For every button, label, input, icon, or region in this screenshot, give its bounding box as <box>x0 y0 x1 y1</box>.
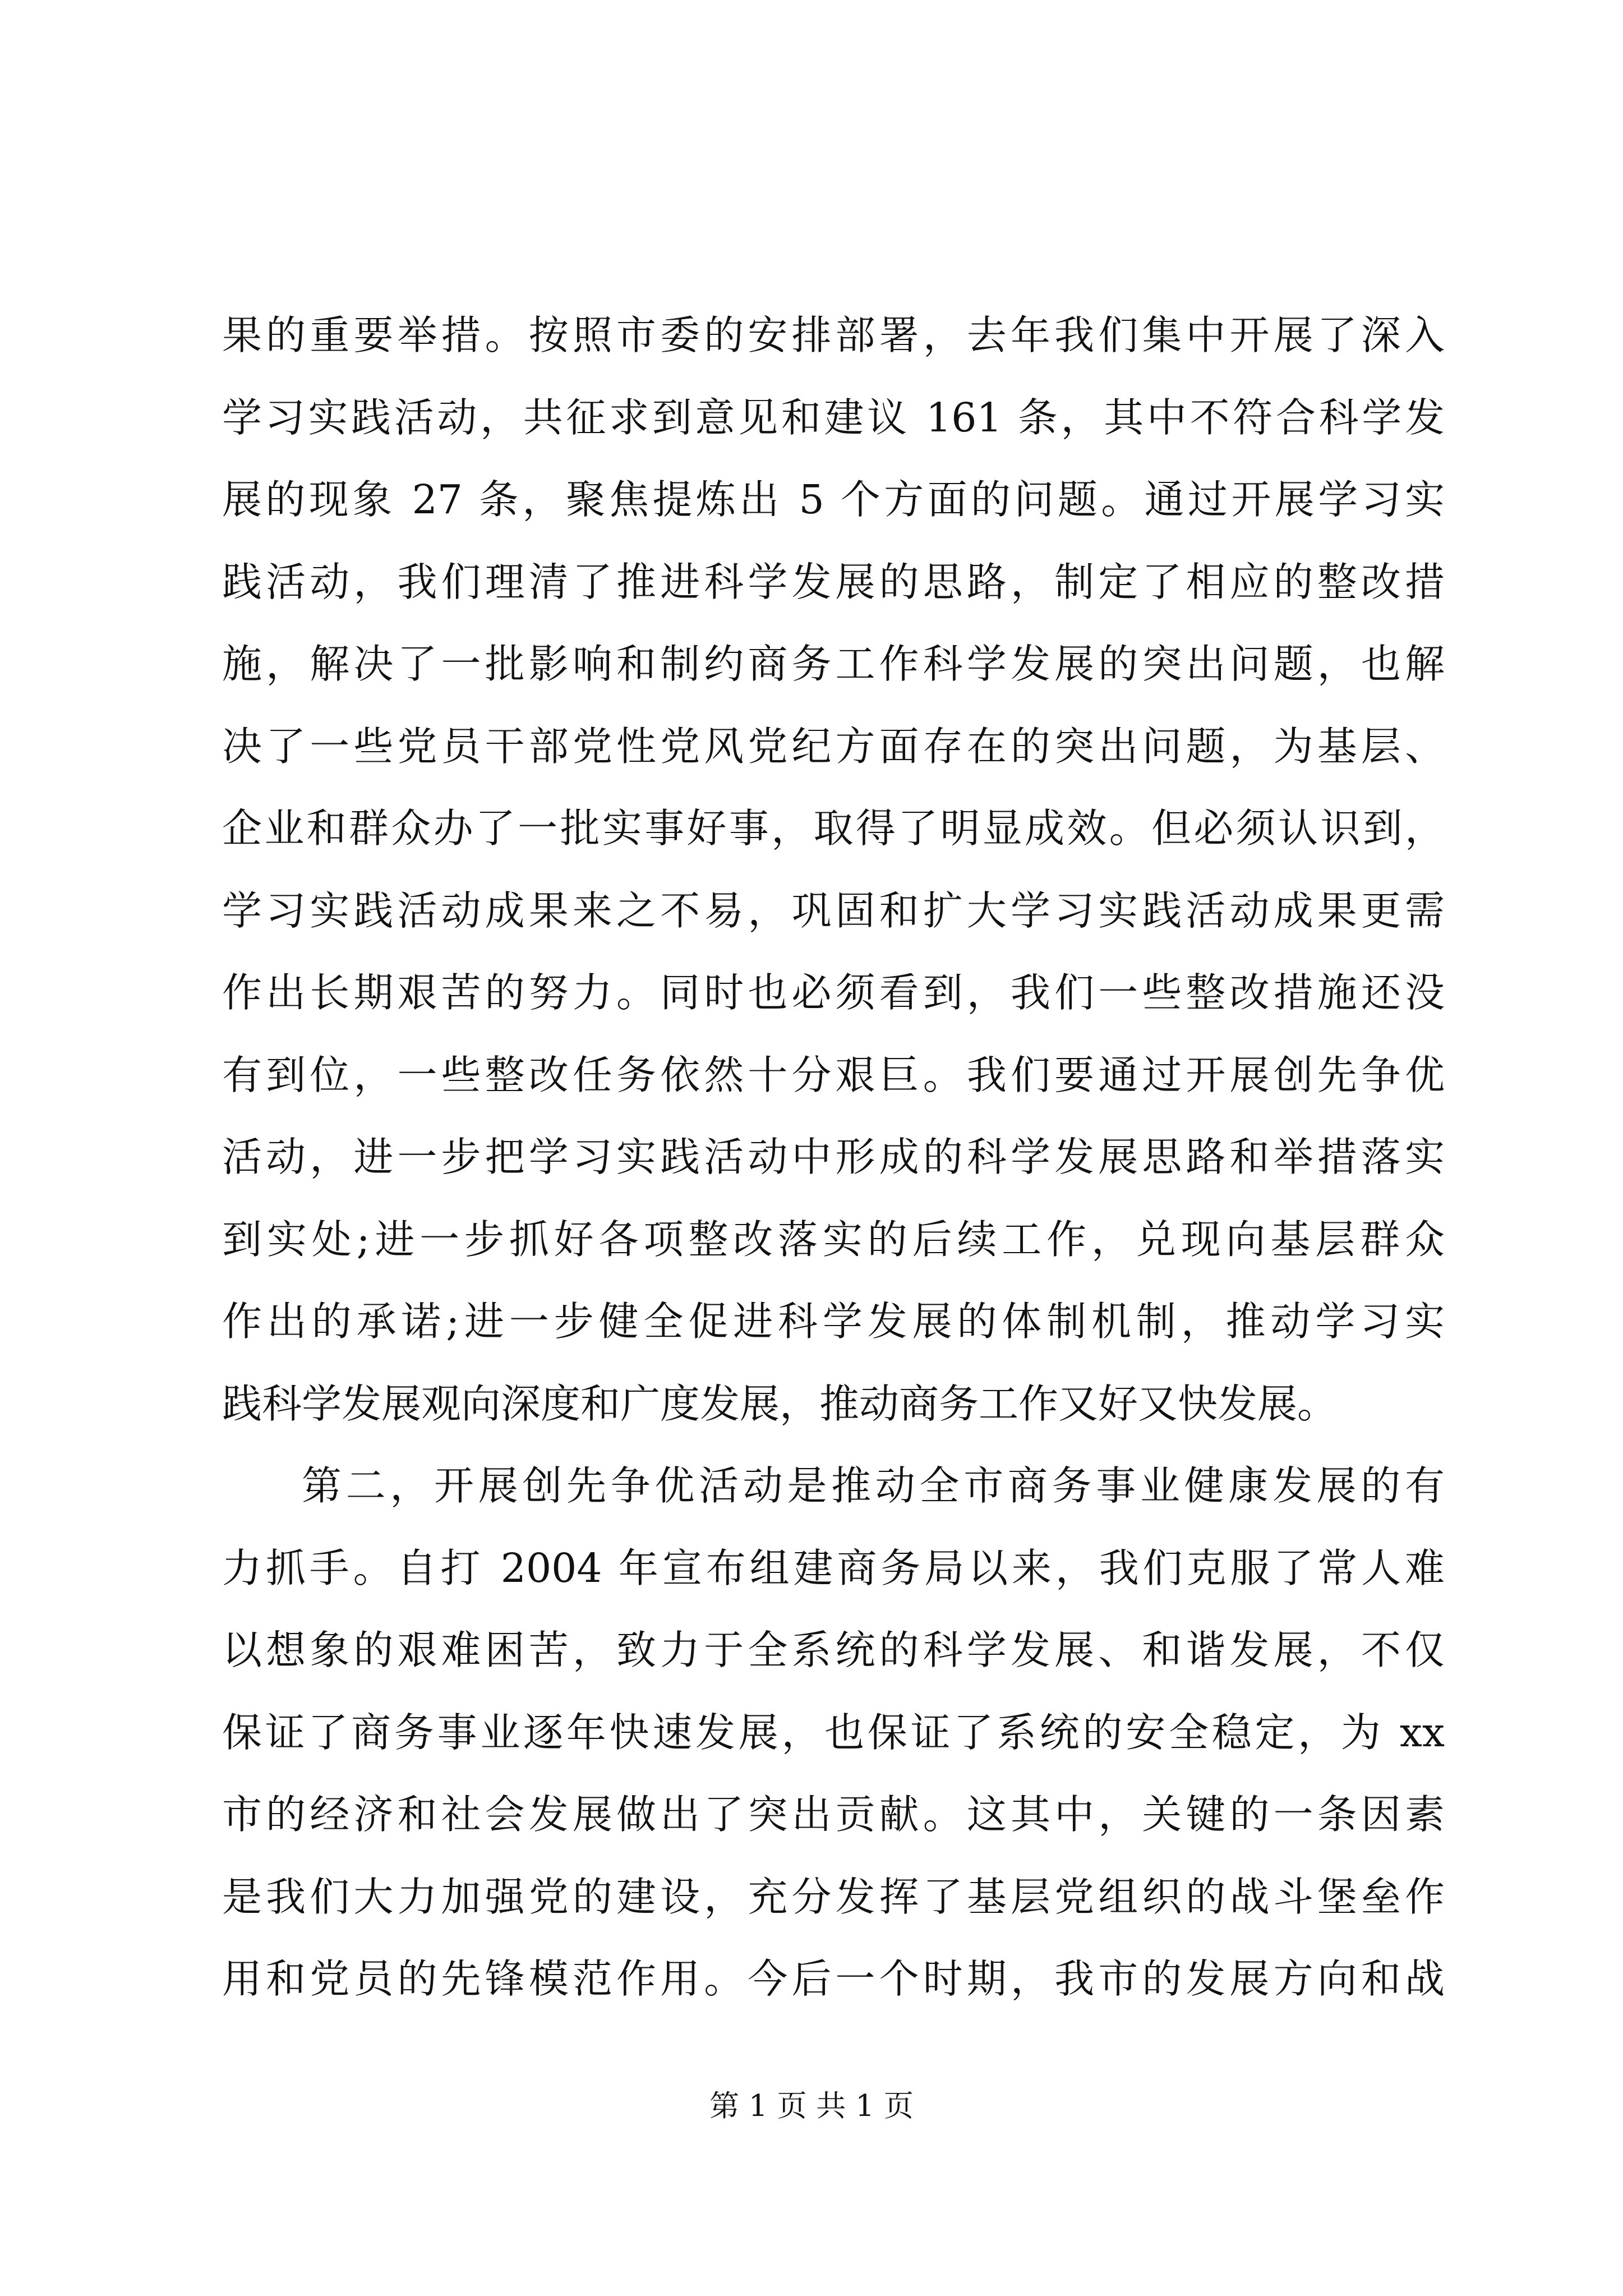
page-number-footer: 第 1 页 共 1 页 <box>709 2089 914 2123</box>
text-line: 作出长期艰苦的努力。同时也必须看到，我们一些整改措施还没 <box>222 969 1445 1016</box>
paragraph-start-line: 第二，开展创先争优活动是推动全市商务事业健康发展的有 <box>302 1462 1445 1509</box>
text-line: 施，解决了一批影响和制约商务工作科学发展的突出问题，也解 <box>222 641 1445 687</box>
text-line: 有到位，一些整改任务依然十分艰巨。我们要通过开展创先争优 <box>222 1051 1445 1098</box>
text-line: 作出的承诺;进一步健全促进科学发展的体制机制，推动学习实 <box>222 1298 1445 1345</box>
text-line: 用和党员的先锋模范作用。今后一个时期，我市的发展方向和战 <box>222 1955 1445 2002</box>
text-line: 保证了商务事业逐年快速发展，也保证了系统的安全稳定，为 xx <box>222 1709 1445 1756</box>
text-line: 到实处;进一步抓好各项整改落实的后续工作，兑现向基层群众 <box>222 1216 1445 1263</box>
text-line: 企业和群众办了一批实事好事，取得了明显成效。但必须认识到， <box>222 805 1445 852</box>
text-line: 力抓手。自打 2004 年宣布组建商务局以来，我们克服了常人难 <box>222 1544 1445 1591</box>
text-line: 市的经济和社会发展做出了突出贡献。这其中，关键的一条因素 <box>222 1791 1445 1838</box>
text-line: 展的现象 27 条，聚焦提炼出 5 个方面的问题。通过开展学习实 <box>222 476 1445 523</box>
text-line: 以想象的艰难困苦，致力于全系统的科学发展、和谐发展，不仅 <box>222 1627 1445 1673</box>
text-line: 果的重要举措。按照市委的安排部署，去年我们集中开展了深入 <box>222 312 1445 358</box>
text-line: 践活动，我们理清了推进科学发展的思路，制定了相应的整改措 <box>222 558 1445 605</box>
text-line: 活动，进一步把学习实践活动中形成的科学发展思路和举措落实 <box>222 1134 1445 1180</box>
text-line: 是我们大力加强党的建设，充分发挥了基层党组织的战斗堡垒作 <box>222 1873 1445 1920</box>
text-line: 践科学发展观向深度和广度发展，推动商务工作又好又快发展。 <box>222 1380 1338 1427</box>
document-body <box>222 295 1445 2021</box>
text-line: 决了一些党员干部党性党风党纪方面存在的突出问题，为基层、 <box>222 723 1445 770</box>
text-line: 学习实践活动成果来之不易，巩固和扩大学习实践活动成果更需 <box>222 887 1445 934</box>
text-line: 学习实践活动，共征求到意见和建议 161 条，其中不符合科学发 <box>222 394 1445 441</box>
